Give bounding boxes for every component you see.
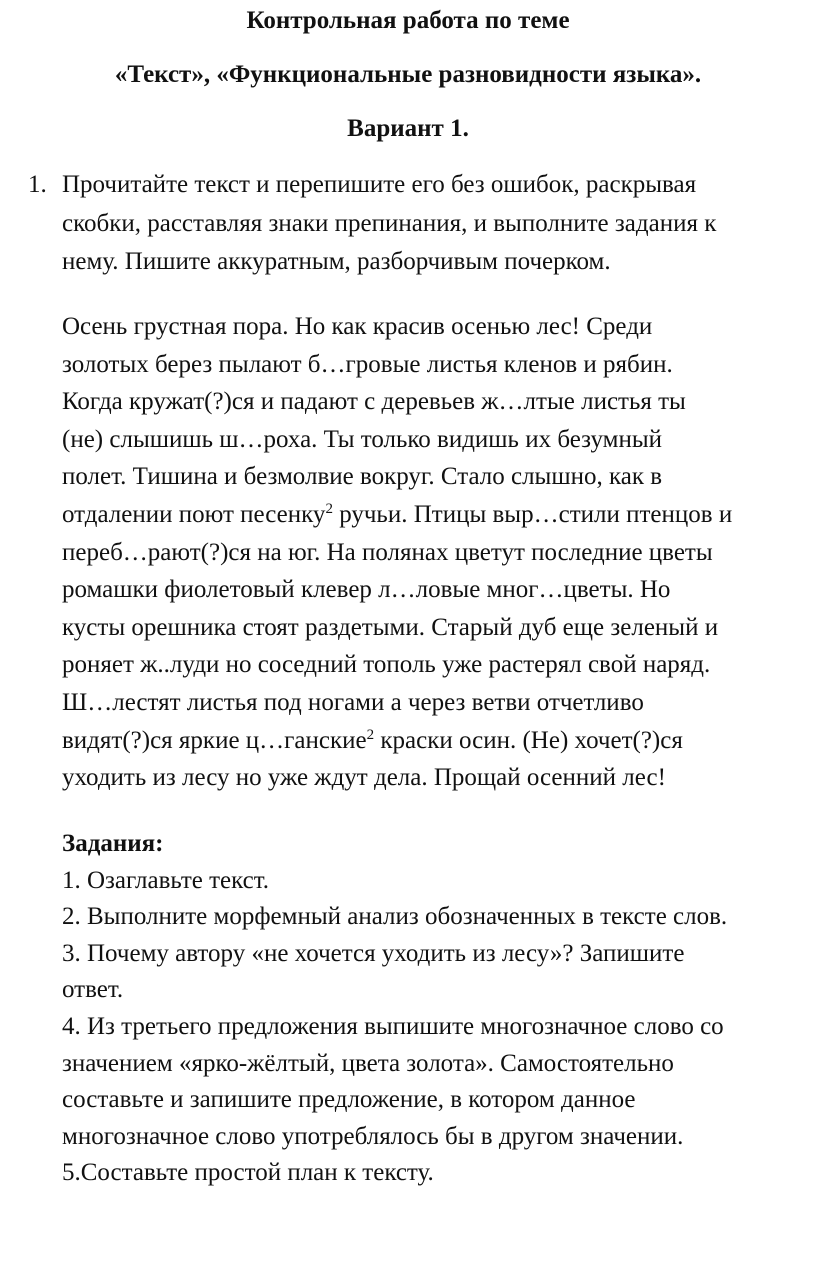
text-line: роняет ж..луди но соседний тополь уже растерял свой наряд. [62, 651, 711, 679]
task-instruction-line: скобки, расставляя знаки препинания, и выполните задания к [62, 209, 717, 237]
text-segment: видят(?)ся яркие ц…ганские [62, 726, 367, 754]
variant-label: Вариант 1. [347, 115, 469, 142]
text-line: уходить из лесу но уже ждут дела. Прощай осенний лес! [62, 764, 666, 792]
task-instruction-line: Прочитайте текст и перепишите его без ошибок, раскрывая [62, 171, 697, 198]
task-instruction-line: нему. Пишите аккуратным, разборчивым почерком. [62, 248, 611, 275]
assignment-item: 3. Почему автору «не хочется уходить из лесу»? Запишите [62, 939, 685, 967]
assignment-item: 1. Озаглавьте текст. [62, 866, 270, 894]
text-line: переб…рают(?)ся на юг. На полянах цветут последние цветы [62, 538, 713, 566]
assignment-item: значением «ярко-жёлтый, цвета золота». Самостоятельно [62, 1049, 674, 1077]
assignment-item: составьте и запишите предложение, в котором данное [62, 1086, 636, 1114]
text-segment: краски осин. (Не) хочет(?)ся [374, 726, 683, 754]
morpheme-mark: 2 [366, 726, 375, 743]
assignment-item: многозначное слово употреблялось бы в другом значении. [62, 1122, 684, 1150]
task-1 [28, 166, 798, 282]
task-number: 1. [28, 171, 47, 198]
text-segment: отдалении поют песенку [62, 500, 326, 528]
text-line: кусты орешника стоят раздетыми. Старый дуб еще зеленый и [62, 613, 719, 641]
document-title: Контрольная работа по теме [246, 7, 570, 34]
text-line: Когда кружат(?)ся и падают с деревьев ж…лтые листья ты [62, 388, 686, 416]
assignment-item: 4. Из третьего предложения выпишите многозначное слово со [62, 1012, 724, 1040]
assignments-section [62, 826, 802, 1192]
text-line: золотых берез пылают б…гровые листья кленов и рябин. [62, 350, 673, 378]
morpheme-mark: 2 [325, 500, 333, 517]
text-segment: ручьи. Птицы выр…стили птенцов и [332, 500, 733, 528]
task-instruction [62, 166, 798, 282]
text-line: ромашки фиолетовый клевер л…ловые мног…цветы. Но [62, 576, 671, 604]
document-topic: «Текст», «Функциональные разновидности языка». [114, 61, 702, 88]
assignment-item: ответ. [62, 976, 124, 1004]
assignment-item: 2. Выполните морфемный анализ обозначенных в тексте слов. [62, 903, 728, 931]
text-line: (не) слышишь ш…роха. Ты только видишь их безумный [62, 425, 663, 453]
text-line [62, 722, 802, 760]
text-line: Осень грустная пора. Но как красив осенью лес! Среди [62, 313, 653, 340]
text-line: полет. Тишина и безмолвие вокруг. Стало слышно, как в [62, 463, 663, 491]
assignments-title: Задания: [62, 830, 164, 857]
dictation-text [62, 308, 802, 797]
text-line [62, 496, 802, 534]
text-line: Ш…лестят листья под ногами а через ветви отчетливо [62, 688, 644, 716]
assignment-item: 5.Составьте простой план к тексту. [62, 1159, 434, 1187]
